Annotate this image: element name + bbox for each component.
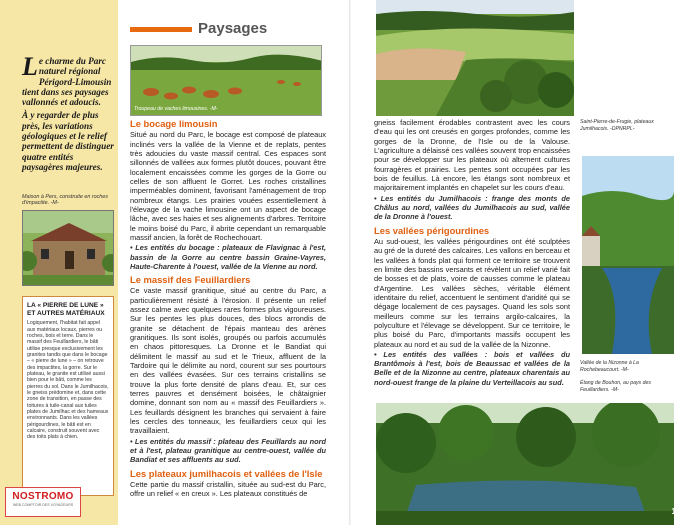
river-photo-caption: Vallée de la Nizonne à La Rochebeaucourt. -M- — [580, 360, 639, 373]
header-accent-bar — [130, 27, 192, 32]
cows-photo-caption: Troupeau de vaches limousines. -M- — [134, 106, 218, 112]
drop-cap: L — [22, 52, 38, 81]
intro-text — [22, 52, 114, 172]
house-caption: Maison à Pers, construite en roches d'impactite. -M- — [22, 194, 108, 207]
intro-paragraph-1: Le charme du Parc naturel régional Périgord-Limousin tient dans ses paysages vallonnés et adoucis. — [22, 52, 112, 108]
page-title: Paysages — [198, 20, 268, 37]
nostromo-logo — [5, 487, 81, 517]
page-gutter — [349, 0, 351, 525]
body-paragraph: Cette partie du massif cristallin, située au sud-est du Parc, offre un relief « en creux ». Les plateaux constitués de — [130, 480, 326, 499]
section-heading: Le bocage limousin — [130, 118, 218, 129]
section-heading: Le massif des Feuillardiers — [130, 274, 251, 286]
pond-photo — [376, 403, 674, 525]
text-column-1 — [130, 118, 326, 499]
body-paragraph: Situé au nord du Parc, le bocage est composé de plateaux inclinés vers la vallée de la Vienne et de replats, pentes très adoucies du vaste massif central. Ces espaces sont sillonnés de vallées aux formes plutôt douces, pouvant être localement encaissées comme les gorges de la Gorre ou celles de son affluent le Gorret. Les roches cristallines imperméables dominent, favorisant l'aménagement de trop nombreux étangs. Les prairies vouées essentiellement à l'élevage de la vache limousine ont un aspect de bocage lâche, avec ses haies et ses alignements d'arbres. Territoire le moins boisé du Parc, il abrite cependant un remarquable massif ancien, la forêt de Rochechouart. — [130, 130, 326, 242]
entities-note: • Les entités des vallées : bois et vallées du Brantômois à l'est, bois de Beaussac et vallées de la Belle et de la Nizonne au centre, plateaux charentais au nord-ouest frange de la plaine du Verteillacois au sud. — [374, 349, 570, 387]
logo-tagline: WEB COMPTOIR DES VOYAGEURS — [12, 503, 74, 507]
river-photo — [582, 156, 674, 354]
body-paragraph: Ce vaste massif granitique, situé au centre du Parc, a particulièrement résisté à l'érosion. Il présente un relief assez calme avec quelques rares formes plus vigoureuses. Sur les pentes les plus douces, des blocs arrondis de granite se détachent de l'épais manteau des arènes granitiques. Ils sont isolés, groupés ou parfois accumulés en chaos pittoresques. La Dronne et le Bandiat qui délimitent le massif au sud et le Trieux, affluent de la Tardoire qui le délimite au nord, courent sur ses pourtours en des vallées évasées. Sur ces terrains cristallins se trouve la plus forte densité de plans d'eau. Et, sur ces terres pauvres et densément boisées, le châtaignier domine, donnant son nom au « massif des Feuillardiers ». Les feuillards désignent les branches qui servaient à faire les cercles des tonneaux, les feuillardiers ceux qui les travaillaient. — [130, 286, 326, 436]
entities-note: • Les entités du Jumilhacois : frange des monts de Châlus au nord, vallées du Jumilhacois au sud, vallée de la Dronne à l'ouest. — [374, 193, 570, 222]
body-paragraph: Au sud-ouest, les vallées périgourdines ont été sculptées au gré de la dureté des calcaires. Les vallons en berceau et les vallées à fonds plat qui forment ce territoire se trouvent en limite des bassins versants et révèlent un relief varié fait de bosses et de plats, voire de causses comme le plateau d'Argentine. Les vallées sèches, véritable élément identitaire du relief, accentuent le sentiment d'aridité qui se dégage localement de ces paysages. Quand les sols sont meilleurs comme sur les terrains argilo-calcaires, la polyculture et l'élevage se développent. Sur ce territoire, le plus boisé du Parc, d'importants massifs occupent les plateaux au nord et au sud de la vallée de la Nizonne. — [374, 236, 570, 349]
page-number: 11 — [671, 507, 680, 516]
section-heading: Les plateaux jumilhacois et vallées de l'Isle — [130, 467, 323, 479]
intro-paragraph-2: À y regarder de plus près, les variations géologiques et le relief permettent de distinguer quatre entités paysagères majeures. — [22, 110, 114, 172]
materials-box-title: LA « PIERRE DE LUNE » ET AUTRES MATÉRIAUX — [27, 302, 105, 317]
pond-photo-caption: Étang de Bouhon, au pays des Feuillardiers. -M- — [580, 380, 651, 393]
body-paragraph: gneiss facilement érodables contrastent avec les cours d'eau qui les ont creusés en gorges profondes, comme les gorges de la Dronne, de l'Isle ou de la Valouse. L'agriculture a délaissé ces vallées souvent trop encaissées pour se développer sur les plateaux où alternent cultures fourragères et prairies. Les pentes sont occupées par les bois de feuillus. Là encore, les étangs sont nombreux et majoritairement implantés en chapelet sur les cours d'eau. — [374, 118, 570, 193]
plateau-photo — [376, 0, 574, 116]
plateau-photo-caption: Saint-Pierre-de-Frugie, plateaux Jumilhacois. -DPNRPL- — [580, 119, 654, 132]
text-column-2 — [374, 118, 570, 387]
section-heading: Les vallées périgourdines — [374, 224, 490, 236]
materials-box — [22, 296, 114, 496]
house-photo — [22, 210, 114, 286]
materials-box-text: Logiquement, l'habitat fait appel aux matériaux locaux, pierres ou roches, bois et terre. Dans le massif des Feuillardiers, le bâti utilise presque exclusivement les granites tandis que dans le bocage – « pierre de lune » – on retrouve des impactites, la gorre. Sur le plateau, le granite est utilisé aussi bien pour le bâti, comme les pierres du sol. Dans le Jumilhacois, le gneiss prédomine et, dans cette zone de transition, en passe des toitures à tuile-canal aux tuiles plates de Jumilhac et des hameaux environnants. Dans les vallées périgourdines, le bâti est en calcaire, construit souvent avec des toits plats à chien. — [27, 320, 109, 441]
logo-name: NOSTROMO — [12, 491, 74, 502]
entities-note: • Les entités du massif : plateau des Feuillards au nord et à l'est, plateau granitique au centre-ouest, vallée du Bandiat et ses affluents au sud. — [130, 436, 326, 465]
entities-note: • Les entités du bocage : plateaux de Flavignac à l'est, bassin de la Gorre au centre bassin Graine-Vayres, Haute-Charente à l'ouest, vallée de la Vienne au nord. — [130, 243, 326, 271]
